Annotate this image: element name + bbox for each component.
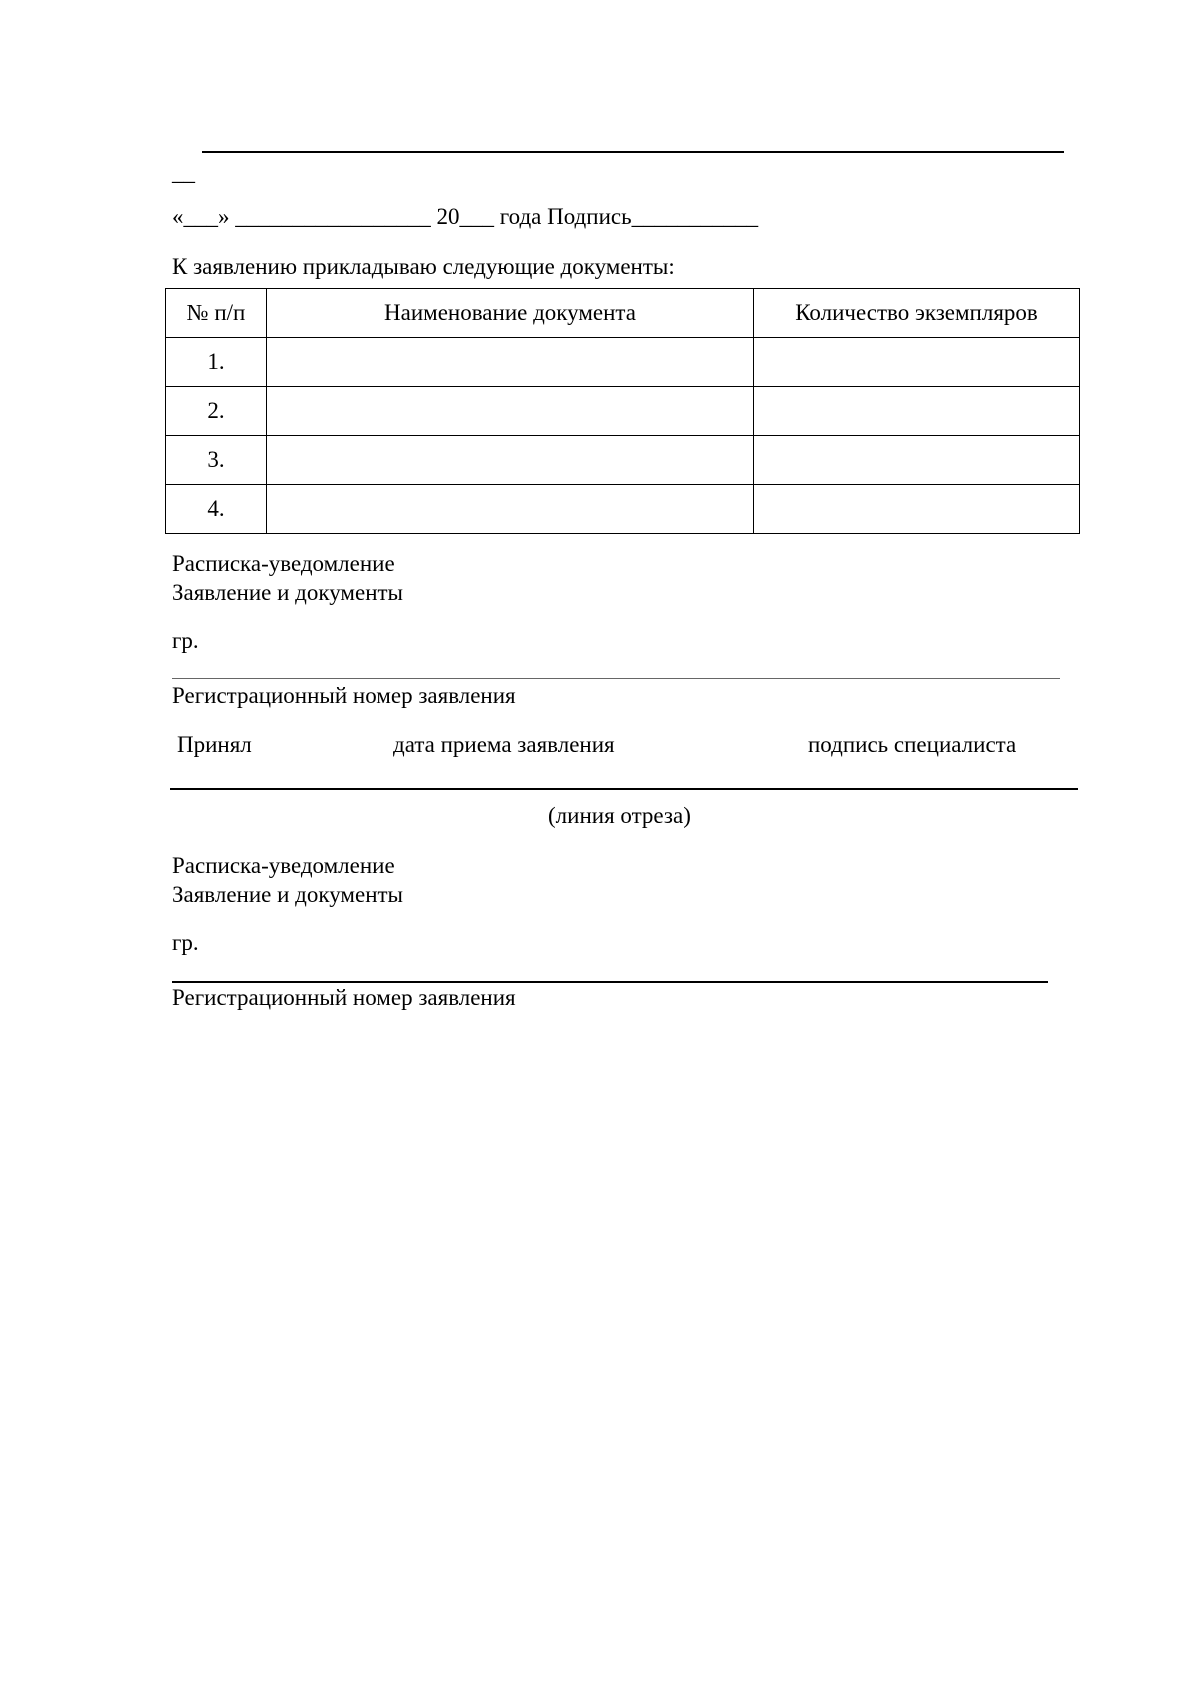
- signature-blank: ___________: [631, 204, 759, 229]
- specialist-signature-label: подпись специалиста: [808, 732, 1017, 757]
- quote-open: «: [172, 204, 184, 229]
- attachments-intro: К заявлению прикладываю следующие документы:: [172, 254, 675, 279]
- year-blank: ___: [459, 204, 494, 229]
- table-row: [166, 387, 1080, 436]
- cut-line-label: (линия отреза): [548, 803, 691, 828]
- receipt-bottom-title: Расписка-уведомление: [172, 853, 395, 878]
- document-name-cell[interactable]: [267, 485, 754, 534]
- date-signature-line: [172, 204, 758, 230]
- cut-line: [170, 788, 1078, 790]
- top-rule: [202, 151, 1064, 153]
- month-blank: _________________: [235, 204, 431, 229]
- receipt-top-subtitle: Заявление и документы: [172, 580, 404, 605]
- quote-close: »: [218, 204, 230, 229]
- row-number: 3.: [166, 436, 267, 485]
- column-header-num: № п/п: [166, 289, 267, 338]
- receipt-bottom-subtitle: Заявление и документы: [172, 882, 404, 907]
- receipt-bottom-reg-number: Регистрационный номер заявления: [172, 985, 516, 1010]
- copies-count-cell[interactable]: [754, 485, 1080, 534]
- accepted-label: Принял: [177, 732, 252, 757]
- copies-count-cell[interactable]: [754, 387, 1080, 436]
- acceptance-date-label: дата приема заявления: [393, 732, 615, 757]
- document-name-cell[interactable]: [267, 436, 754, 485]
- copies-count-cell[interactable]: [754, 436, 1080, 485]
- row-number: 1.: [166, 338, 267, 387]
- column-header-name: Наименование документа: [267, 289, 754, 338]
- day-blank: ___: [183, 204, 218, 229]
- receipt-top-reg-number: Регистрационный номер заявления: [172, 683, 516, 708]
- year-label: года Подпись: [499, 204, 632, 229]
- header-dash: __: [172, 160, 195, 185]
- receipt-top-citizen: гр.: [172, 628, 199, 653]
- receipt-bottom-citizen-rule: [172, 981, 1048, 983]
- receipt-top-citizen-rule: [172, 678, 1060, 679]
- column-header-qty: Количество экземпляров: [754, 289, 1080, 338]
- receipt-bottom-citizen: гр.: [172, 930, 199, 955]
- attachments-table: [165, 288, 1080, 534]
- year-prefix: 20: [436, 204, 460, 229]
- table-row: [166, 436, 1080, 485]
- table-row: [166, 485, 1080, 534]
- row-number: 4.: [166, 485, 267, 534]
- copies-count-cell[interactable]: [754, 338, 1080, 387]
- table-row: [166, 338, 1080, 387]
- row-number: 2.: [166, 387, 267, 436]
- document-name-cell[interactable]: [267, 387, 754, 436]
- receipt-top-title: Расписка-уведомление: [172, 551, 395, 576]
- table-header-row: [166, 289, 1080, 338]
- document-name-cell[interactable]: [267, 338, 754, 387]
